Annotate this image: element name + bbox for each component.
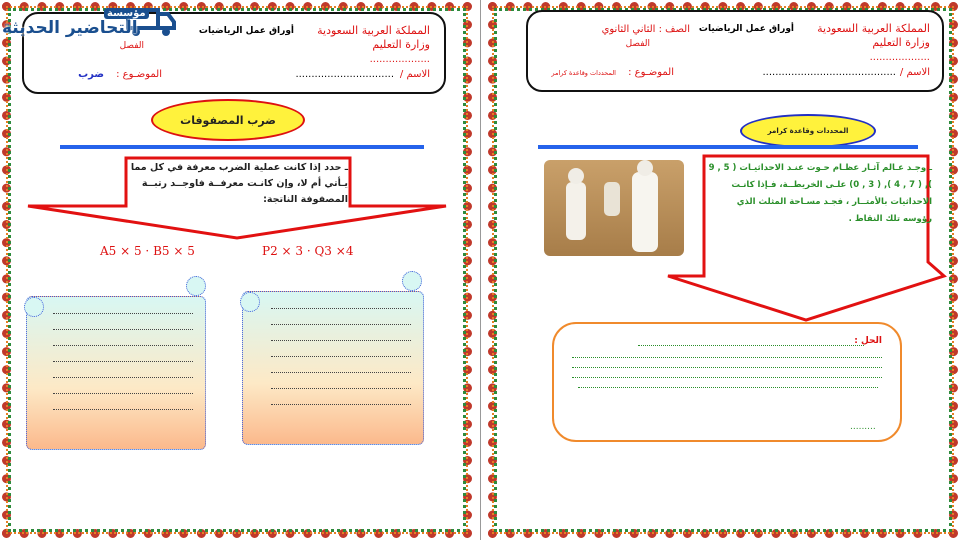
- name-label: الاسم /: [899, 67, 930, 78]
- scroll-curl-icon: [240, 292, 260, 312]
- answer-line: [271, 307, 411, 309]
- line-dots: ...................: [369, 54, 430, 65]
- lesson-title-oval: [740, 114, 876, 148]
- scroll-curl-icon: [24, 297, 44, 317]
- publisher-logo: [0, 0, 180, 44]
- grade-label: الصف : الثاني الثانوي: [601, 24, 690, 35]
- semester-label: الفصل: [625, 39, 650, 49]
- scroll-curl-icon: [186, 276, 206, 296]
- ministry-label: وزارة التعليم: [872, 36, 930, 49]
- kingdom-label: المملكة العربية السعودية: [817, 22, 930, 35]
- title-divider: [60, 145, 424, 149]
- scroll-curl-icon: [402, 271, 422, 291]
- topic-label: الموضـوع :: [628, 67, 674, 78]
- topic-value: المحددات وقاعدة كرامر: [551, 69, 616, 77]
- lesson-title: ضرب المصفوفات: [180, 113, 276, 127]
- answer-line: [271, 323, 411, 325]
- topic-value: ضرب: [78, 69, 104, 80]
- tail-dots: .........: [850, 422, 876, 432]
- name-field[interactable]: ..........................................: [762, 67, 896, 78]
- answer-line: [271, 371, 411, 373]
- kingdom-label: المملكة العربية السعودية: [317, 24, 430, 37]
- answer-line: [271, 339, 411, 341]
- answer-line: [53, 408, 193, 410]
- answer-line: [271, 403, 411, 405]
- solution-label: الحل :: [854, 336, 882, 346]
- answer-line: [53, 344, 193, 346]
- answer-line: [572, 376, 882, 378]
- expression-right: P2 × 3 · Q3 ×4: [262, 244, 354, 258]
- name-field[interactable]: ...............................: [295, 69, 394, 80]
- answer-line: [638, 344, 864, 346]
- answer-line: [572, 366, 882, 368]
- ministry-label: وزارة التعليم: [372, 38, 430, 51]
- answer-line: [53, 328, 193, 330]
- lesson-title: المحددات وقاعدة كرامر: [767, 127, 849, 135]
- worksheet-header: [526, 10, 944, 92]
- right-worksheet-page: [486, 0, 960, 540]
- solution-box[interactable]: [552, 322, 902, 442]
- sheet-title: أوراق عمل الرياضيات: [198, 26, 294, 36]
- answer-line: [578, 386, 878, 388]
- lesson-title-oval: [151, 99, 305, 141]
- semester-label: الفصل: [119, 41, 144, 51]
- logo-top-text: مؤسسة: [104, 8, 149, 19]
- answer-line: [271, 355, 411, 357]
- question-text: ـ حدد إذا كانت عملية الضرب معرفة في كل مما يـأتي أم لا، وإن كانـت معرفــة فاوجــد رتبــة المصفوفة الناتجة:: [130, 162, 348, 205]
- answer-line: [271, 387, 411, 389]
- question-text: ـ وجـد عـالم آثـار عظـام حـوت عنـد الاحداثيـات ( 5 , 9 ), ( 7 , 4 ), ( 3 , 0) علـى الخريطــة، فـإذا كانـت الاحداثيات بالأمتــار ، فجـد مسـاحة المثلث الذي رؤوسه تلك النقاط .: [708, 163, 932, 224]
- answer-line: [53, 360, 193, 362]
- answer-scroll-right[interactable]: [242, 291, 424, 445]
- page-divider: [480, 0, 481, 540]
- answer-line: [572, 356, 882, 358]
- logo-main-text: التحاضير الحديثة: [2, 18, 138, 38]
- answer-line: [53, 312, 193, 314]
- title-divider: [538, 145, 918, 149]
- expression-left: A5 × 5 · B5 × 5: [100, 244, 195, 258]
- topic-label: الموضـوع :: [116, 69, 162, 80]
- name-label: الاسم /: [399, 69, 430, 80]
- answer-line: [53, 376, 193, 378]
- answer-line: [53, 392, 193, 394]
- line-dots: ...................: [869, 52, 930, 63]
- left-worksheet-page: [0, 0, 474, 540]
- answer-scroll-left[interactable]: [26, 296, 206, 450]
- sheet-title: أوراق عمل الرياضيات: [698, 24, 794, 34]
